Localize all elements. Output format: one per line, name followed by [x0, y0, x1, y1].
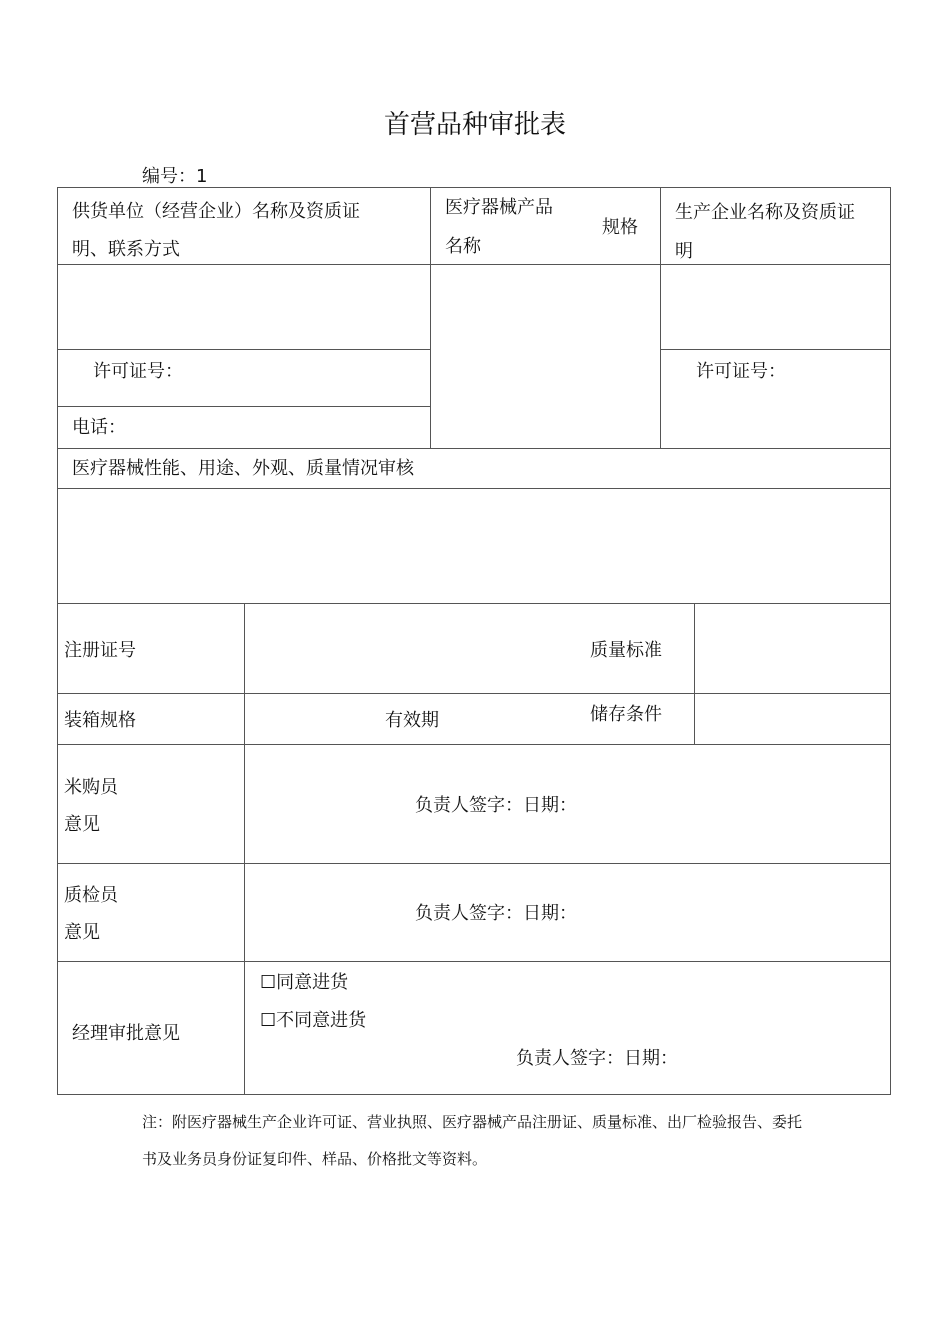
supplier-header-line2: 明、联系方式 [72, 239, 180, 260]
supplier-phone-divider [57, 406, 430, 407]
manufacturer-license-label: 许可证号： [696, 361, 786, 382]
purchaser-signature: 负责人签字：日期： [415, 795, 577, 816]
purchaser-label-line1: 米购员 [64, 777, 118, 798]
manufacturer-header-line1: 生产企业名称及资质证 [675, 202, 855, 223]
manager-signature: 负责人签字：日期： [516, 1048, 678, 1069]
serial-number: 编号：1 [142, 166, 208, 187]
supplier-license-divider [57, 349, 430, 350]
storage-label: 储存条件 [590, 704, 662, 725]
manufacturer-header-line2: 明 [675, 241, 693, 262]
inspector-label-line2: 意见 [64, 922, 100, 943]
label-column-divider [244, 603, 245, 1095]
manufacturer-license-divider [660, 349, 891, 350]
supplier-phone-label: 电话： [72, 417, 126, 438]
footnote-line1: 注：附医疗器械生产企业许可证、营业执照、医疗器械产品注册证、质量标准、出厂检验报告、委托 [142, 1113, 803, 1131]
inspector-row-divider [57, 961, 891, 962]
supplier-product-divider [430, 187, 431, 448]
inspector-label-line1: 质检员 [64, 885, 118, 906]
packing-label: 装箱规格 [64, 710, 136, 731]
manager-label: 经理审批意见 [72, 1023, 180, 1044]
standard-storage-divider [694, 603, 695, 744]
spec-header: 规格 [602, 217, 638, 238]
header-row-divider [57, 264, 891, 265]
supplier-header-line1: 供货单位（经营企业）名称及资质证 [72, 201, 360, 222]
review-header: 医疗器械性能、用途、外观、质量情况审核 [72, 458, 414, 479]
inspector-signature: 负责人签字：日期： [415, 903, 577, 924]
disagree-checkbox[interactable]: ☐不同意进货 [260, 1010, 367, 1031]
product-manufacturer-divider [660, 187, 661, 448]
quality-standard-label: 质量标准 [590, 640, 662, 661]
details-top-divider [57, 603, 891, 604]
review-header-bottom-divider [57, 488, 891, 489]
agree-checkbox[interactable]: ☐同意进货 [260, 972, 349, 993]
product-header-line2: 名称 [445, 236, 481, 257]
validity-label: 有效期 [385, 710, 439, 731]
registration-label: 注册证号 [64, 640, 136, 661]
purchaser-label-line2: 意见 [64, 814, 100, 835]
packing-row-divider [57, 744, 891, 745]
registration-row-divider [57, 693, 891, 694]
supplier-license-label: 许可证号： [93, 361, 183, 382]
approval-table [57, 187, 891, 1095]
purchaser-row-divider [57, 863, 891, 864]
footnote-line2: 书及业务员身份证复印件、样品、价格批文等资料。 [142, 1150, 488, 1168]
review-header-top-divider [57, 448, 891, 449]
product-header-line1: 医疗器械产品 [445, 197, 553, 218]
form-title: 首营品种审批表 [383, 110, 566, 140]
